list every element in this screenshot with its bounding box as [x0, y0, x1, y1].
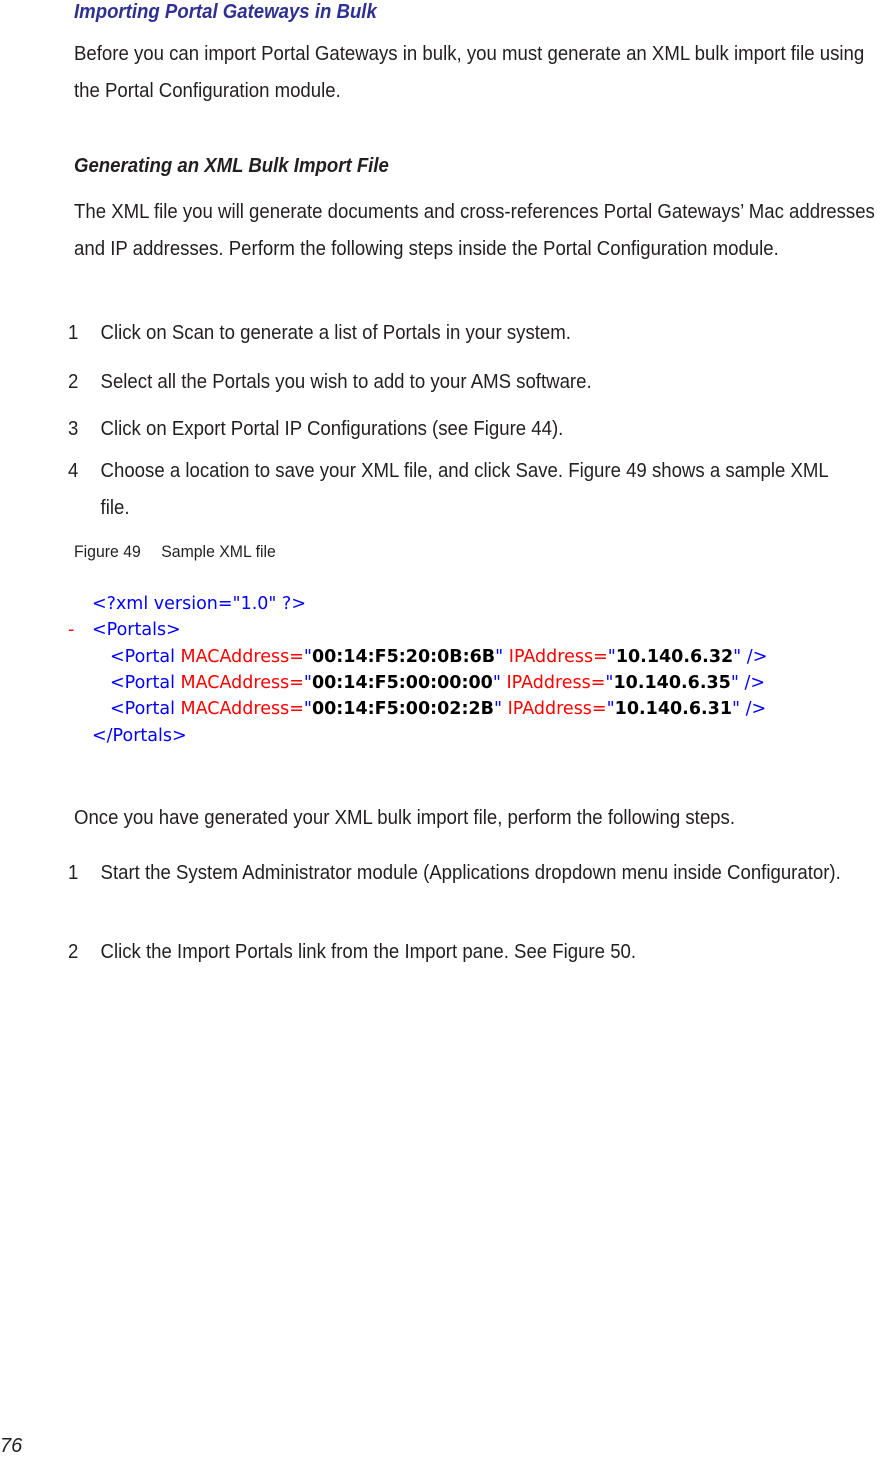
xml-quote: " — [303, 673, 312, 693]
mac-address-value: 00:14:F5:20:0B:6B — [311, 647, 496, 667]
xml-root-open: <Portals> — [92, 620, 181, 640]
ip-address-value: 10.140.6.35 — [613, 673, 731, 693]
xml-element-open: <Portal — [110, 647, 175, 667]
xml-portal-row — [110, 645, 767, 669]
subsection-title: Generating an XML Bulk Import File — [74, 155, 389, 177]
xml-quote: " — [607, 647, 616, 667]
figure-number: Figure 49 — [74, 542, 141, 561]
collapse-toggle[interactable]: - — [68, 620, 75, 640]
xml-element-close: /> — [738, 673, 766, 693]
step-number: 2 — [68, 371, 79, 393]
xml-root-close: </Portals> — [92, 726, 187, 746]
mac-address-value: 00:14:F5:00:02:2B — [311, 699, 494, 719]
xml-declaration: <?xml version="1.0" ?> — [92, 594, 306, 614]
step-text: Choose a location to save your XML file, and click Save. Figure 49 shows a sample XML file. — [100, 460, 829, 519]
step-text: Click the Import Portals link from the Import pane. See Figure 50. — [100, 941, 637, 963]
ip-address-value: 10.140.6.32 — [615, 647, 734, 667]
xml-quote: " — [606, 699, 615, 719]
xml-quote: " — [732, 699, 741, 719]
ip-attribute-name: IPAddress= — [506, 673, 606, 693]
step-number: 3 — [68, 418, 79, 440]
xml-element-close: /> — [741, 647, 768, 667]
ip-attribute-name: IPAddress= — [508, 647, 608, 667]
xml-quote: " — [494, 699, 503, 719]
page-number: 76 — [0, 1435, 23, 1457]
ip-address-value: 10.140.6.31 — [614, 699, 733, 719]
step-text: Click on Scan to generate a list of Portals in your system. — [100, 322, 571, 344]
step-text: Start the System Administrator module (Applications dropdown menu inside Configurator). — [100, 862, 841, 884]
xml-quote: " — [733, 647, 742, 667]
figure-caption — [74, 540, 276, 564]
xml-quote: " — [492, 673, 501, 693]
step-text: Click on Export Portal IP Configurations (see Figure 44). — [100, 418, 564, 440]
after-figure-paragraph: Once you have generated your XML bulk import file, perform the following steps. — [74, 807, 735, 829]
xml-quote: " — [730, 673, 739, 693]
mac-attribute-name: MACAddress= — [180, 673, 304, 693]
xml-portal-row — [110, 697, 766, 721]
xml-portal-row — [110, 671, 765, 695]
subsection-paragraph: The XML file you will generate documents and cross-references Portal Gateways’ Mac addresses and IP addresses. Perform the following steps inside the Portal Configuration module. — [74, 201, 875, 260]
ip-attribute-name: IPAddress= — [507, 699, 607, 719]
xml-sample-figure — [66, 592, 866, 752]
xml-quote: " — [303, 699, 312, 719]
xml-element-open: <Portal — [110, 699, 175, 719]
step-number: 4 — [68, 460, 79, 482]
step-number: 2 — [68, 941, 79, 963]
mac-attribute-name: MACAddress= — [180, 647, 304, 667]
xml-element-close: /> — [740, 699, 767, 719]
xml-element-open: <Portal — [110, 673, 175, 693]
step-number: 1 — [68, 322, 79, 344]
step-text: Select all the Portals you wish to add to your AMS software. — [100, 371, 592, 393]
xml-quote: " — [605, 673, 614, 693]
step-number: 1 — [68, 862, 79, 884]
mac-attribute-name: MACAddress= — [180, 699, 304, 719]
xml-quote: " — [303, 647, 312, 667]
section-title: Importing Portal Gateways in Bulk — [74, 1, 377, 23]
xml-quote: " — [495, 647, 504, 667]
figure-title: Sample XML file — [161, 542, 276, 561]
mac-address-value: 00:14:F5:00:00:00 — [311, 673, 493, 693]
intro-paragraph: Before you can import Portal Gateways in bulk, you must generate an XML bulk import file using the Portal Configuration module. — [74, 43, 865, 102]
